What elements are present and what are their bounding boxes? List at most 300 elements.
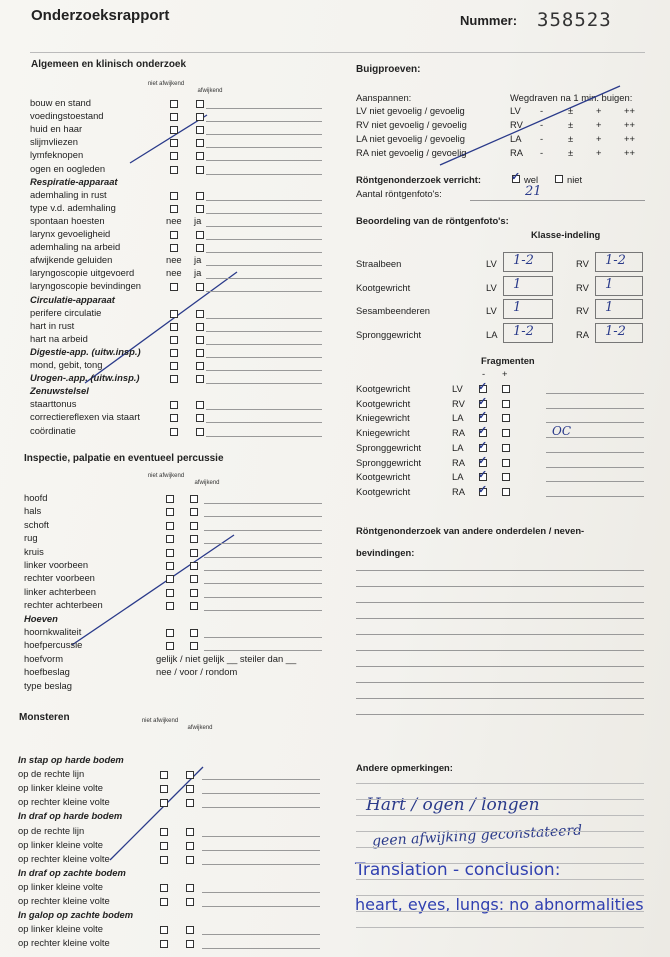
bevindingen-line [356, 618, 644, 619]
number-label: Nummer: [460, 13, 518, 28]
klasse-left-leg: LV [486, 258, 497, 269]
bevindingen-line [356, 698, 644, 699]
inspectie-afwijkend-checkbox[interactable] [190, 575, 198, 583]
inspectie-niet-afwijkend-checkbox[interactable] [166, 522, 174, 530]
klasse-row-label: Straalbeen [356, 258, 402, 269]
algemeen-note-line [206, 213, 322, 214]
algemeen-row-label: afwijkende geluiden [30, 254, 113, 266]
klasse-right-value: 1-2 [605, 253, 626, 268]
monsteren-niet-afwijkend-checkbox[interactable] [160, 856, 168, 864]
algemeen-niet-afwijkend-checkbox[interactable] [170, 323, 178, 331]
algemeen-note-line [206, 422, 322, 423]
frag-note: OC [552, 424, 572, 439]
klasse-left-leg: LA [486, 328, 498, 340]
translation-text: heart, eyes, lungs: no abnormalities [355, 895, 644, 914]
algemeen-niet-afwijkend-checkbox[interactable] [170, 414, 178, 422]
inspectie-afwijkend-checkbox[interactable] [190, 508, 198, 516]
bevindingen-line [356, 634, 644, 635]
klasse-left-box[interactable] [503, 276, 553, 296]
algemeen-afwijkend-checkbox[interactable] [196, 310, 204, 318]
algemeen-row-label: staarttonus [30, 398, 77, 410]
monsteren-row-label: op rechter kleine volte [18, 852, 110, 864]
bevindingen-line [356, 682, 644, 683]
algemeen-row-label: mond, gebit, tong [30, 359, 103, 370]
monsteren-afwijkend-checkbox[interactable] [186, 926, 194, 934]
buig-scale-option[interactable]: ++ [624, 119, 635, 130]
col-label-niet-afwijkend-2: niet afwijkend [147, 473, 185, 479]
monsteren-niet-afwijkend-checkbox[interactable] [160, 842, 168, 850]
klasse-left-value: 1-2 [513, 323, 534, 339]
algemeen-nee-option[interactable]: nee [166, 254, 182, 266]
algemeen-afwijkend-checkbox[interactable] [196, 428, 204, 436]
pen-stroke-5 [440, 86, 620, 165]
algemeen-afwijkend-checkbox[interactable] [196, 244, 204, 252]
monsteren-heading: Monsteren [19, 712, 70, 723]
klasse-right-value: 1-2 [605, 323, 626, 339]
buig-scale-option[interactable]: - [540, 119, 544, 130]
algemeen-nee-option[interactable]: nee [166, 214, 182, 226]
monsteren-afwijkend-checkbox[interactable] [186, 940, 194, 948]
inspectie-niet-afwijkend-checkbox[interactable] [166, 549, 174, 557]
klasse-right-leg: RV [576, 258, 589, 269]
algemeen-row-label: Urogen-.app. (uitw.insp.) [30, 372, 140, 384]
algemeen-note-line [206, 331, 322, 332]
monsteren-afwijkend-checkbox[interactable] [186, 828, 194, 836]
inspectie-niet-afwijkend-checkbox[interactable] [166, 562, 174, 570]
checkmark-icon: ✓ [478, 381, 488, 393]
frag-note-line [546, 452, 644, 453]
algemeen-note-line [206, 174, 322, 175]
frag-plus-checkbox[interactable] [502, 444, 510, 452]
frag-plus-checkbox[interactable] [502, 385, 510, 393]
algemeen-niet-afwijkend-checkbox[interactable] [170, 362, 178, 370]
checkmark-icon: ✓ [478, 425, 488, 438]
algemeen-row-label: Circulatie-apparaat [30, 293, 115, 305]
monsteren-row-label: op linker kleine volte [18, 923, 103, 935]
frag-note-line [546, 496, 644, 497]
algemeen-row-label: laryngoscopie uitgevoerd [30, 267, 135, 279]
monsteren-afwijkend-checkbox[interactable] [186, 884, 194, 892]
monsteren-row-label: op de rechte lijn [18, 768, 85, 780]
inspectie-niet-afwijkend-checkbox[interactable] [166, 642, 174, 650]
buig-row-label: RA niet gevoelig / gevoelig [356, 147, 467, 158]
algemeen-niet-afwijkend-checkbox[interactable] [170, 231, 178, 239]
rontgen-verricht-label: Röntgenonderzoek verricht: [356, 174, 482, 185]
algemeen-note-line [206, 383, 322, 384]
algemeen-note-line [206, 147, 322, 148]
algemeen-afwijkend-checkbox[interactable] [196, 139, 204, 147]
monsteren-afwijkend-checkbox[interactable] [186, 842, 194, 850]
monsteren-note-line [202, 807, 320, 808]
buig-scale-option[interactable]: - [540, 105, 544, 116]
algemeen-niet-afwijkend-checkbox[interactable] [170, 349, 178, 357]
algemeen-afwijkend-checkbox[interactable] [196, 205, 204, 213]
frag-row-label: Spronggewricht [356, 456, 422, 468]
bevindingen-line [356, 650, 644, 651]
inspectie-row-label: linker voorbeen [24, 559, 89, 570]
bevindingen-line [356, 666, 644, 667]
algemeen-niet-afwijkend-checkbox[interactable] [170, 100, 178, 108]
algemeen-heading: Algemeen en klinisch onderzoek [31, 59, 187, 70]
opmerkingen-line [356, 815, 644, 816]
klasse-left-leg: LV [486, 281, 497, 293]
translation-title: Translation - conclusion: [355, 860, 561, 880]
monsteren-row-label: op linker kleine volte [18, 838, 103, 850]
algemeen-afwijkend-checkbox[interactable] [196, 336, 204, 344]
inspectie-niet-afwijkend-checkbox[interactable] [166, 575, 174, 583]
inspectie-note-line [204, 503, 322, 504]
inspectie-row-label: rechter voorbeen [24, 572, 95, 584]
klasse-row-label: Spronggewricht [356, 328, 422, 340]
algemeen-niet-afwijkend-checkbox[interactable] [170, 336, 178, 344]
frag-leg: LA [452, 441, 464, 453]
inspectie-afwijkend-checkbox[interactable] [190, 562, 198, 570]
monsteren-note-line [202, 906, 320, 907]
monsteren-note-line [202, 892, 320, 893]
algemeen-niet-afwijkend-checkbox[interactable] [170, 375, 178, 383]
klasse-right-box[interactable] [595, 276, 643, 296]
buig-scale-option[interactable]: ++ [624, 133, 635, 144]
buig-scale-option[interactable]: ± [568, 119, 574, 130]
algemeen-niet-afwijkend-checkbox[interactable] [170, 244, 178, 252]
algemeen-note-line [206, 357, 322, 358]
monsteren-niet-afwijkend-checkbox[interactable] [160, 771, 168, 779]
inspectie-option-text[interactable]: gelijk / niet gelijk __ steiler dan __ [156, 652, 297, 664]
monsteren-row-label: In stap op harde bodem [18, 754, 124, 765]
monsteren-niet-afwijkend-checkbox[interactable] [160, 785, 168, 793]
algemeen-note-line [206, 436, 322, 437]
frag-leg: RA [452, 485, 466, 497]
checkmark-icon: ✓ [478, 439, 488, 452]
buig-scale-option[interactable]: ± [568, 133, 574, 144]
algemeen-afwijkend-checkbox[interactable] [196, 362, 204, 370]
monsteren-niet-afwijkend-checkbox[interactable] [160, 898, 168, 906]
inspectie-afwijkend-checkbox[interactable] [190, 642, 198, 650]
frag-plus-checkbox[interactable] [502, 488, 510, 496]
monsteren-note-line [202, 836, 320, 837]
buig-leg: RA [510, 147, 524, 158]
inspectie-row-label: hals [24, 505, 42, 517]
algemeen-row-label: ademhaling na arbeid [30, 241, 121, 253]
frag-leg: RA [452, 456, 466, 468]
algemeen-niet-afwijkend-checkbox[interactable] [170, 428, 178, 436]
inspectie-afwijkend-checkbox[interactable] [190, 629, 198, 637]
checkmark-icon: ✓ [478, 410, 488, 423]
algemeen-ja-option[interactable]: ja [194, 267, 202, 279]
aanspannen-label: Aanspannen: [356, 92, 412, 103]
klasse-left-leg: LV [486, 305, 497, 316]
bevindingen-line [356, 602, 644, 603]
monsteren-note-line [202, 779, 320, 780]
inspectie-note-line [204, 543, 322, 544]
monsteren-row-label: op rechter kleine volte [18, 937, 110, 949]
frag-note-line [546, 481, 644, 482]
algemeen-note-line [206, 344, 322, 345]
fragmenten-label: Fragmenten [481, 355, 535, 366]
algemeen-note-line [206, 160, 322, 161]
algemeen-note-line [206, 278, 322, 279]
algemeen-row-label: Digestie-app. (uitw.insp.) [30, 345, 141, 357]
rontgen-aantal-label: Aantal röntgenfoto's: [356, 188, 442, 199]
inspectie-niet-afwijkend-checkbox[interactable] [166, 535, 174, 543]
buig-scale-option[interactable]: ++ [624, 105, 635, 116]
frag-row-label: Kootgewricht [356, 471, 411, 483]
inspectie-note-line [204, 570, 322, 571]
inspectie-row-label: hoefpercussie [24, 639, 83, 651]
algemeen-note-line [206, 226, 322, 227]
buig-leg: RV [510, 119, 523, 130]
algemeen-afwijkend-checkbox[interactable] [196, 375, 204, 383]
buig-row-label: RV niet gevoelig / gevoelig [356, 119, 467, 130]
monsteren-row-label: op rechter kleine volte [18, 796, 110, 808]
algemeen-note-line [206, 409, 322, 410]
algemeen-ja-option[interactable]: ja [194, 214, 202, 226]
frag-plus: + [502, 368, 508, 379]
col-label-niet-afwijkend-3: niet afwijkend [141, 718, 179, 724]
monsteren-niet-afwijkend-checkbox[interactable] [160, 926, 168, 934]
algemeen-note-line [206, 121, 322, 122]
monsteren-row-label: op linker kleine volte [18, 782, 103, 794]
algemeen-row-label: slijmvliezen [30, 136, 78, 148]
klasse-row-label: Kootgewricht [356, 281, 411, 293]
frag-row-label: Kootgewricht [356, 397, 411, 409]
algemeen-afwijkend-checkbox[interactable] [196, 283, 204, 291]
handwritten-line-1: Hart / ogen / longen [366, 795, 540, 815]
inspectie-row-label: schoft [24, 518, 50, 530]
frag-plus-checkbox[interactable] [502, 414, 510, 422]
algemeen-row-label: bouw en stand [30, 97, 91, 108]
frag-leg: LA [452, 471, 464, 483]
algemeen-afwijkend-checkbox[interactable] [196, 126, 204, 134]
monsteren-afwijkend-checkbox[interactable] [186, 799, 194, 807]
algemeen-afwijkend-checkbox[interactable] [196, 323, 204, 331]
buig-scale-option[interactable]: ++ [624, 147, 635, 158]
inspectie-row-label: hoefbeslag [24, 666, 70, 678]
algemeen-note-line [206, 200, 322, 201]
buig-leg: LA [510, 133, 522, 144]
inspectie-heading: Inspectie, palpatie en eventueel percussie [24, 453, 224, 464]
algemeen-afwijkend-checkbox[interactable] [196, 192, 204, 200]
frag-note-line [546, 467, 644, 468]
report-number: 358523 [537, 9, 612, 31]
inspectie-row-label: type beslag [24, 679, 72, 691]
inspectie-note-line [204, 530, 322, 531]
algemeen-note-line [206, 291, 322, 292]
opmerkingen-line [356, 783, 644, 784]
frag-leg: LV [452, 383, 463, 394]
frag-row-label: Kniegewricht [356, 427, 410, 439]
algemeen-niet-afwijkend-checkbox[interactable] [170, 113, 178, 121]
frag-plus-checkbox[interactable] [502, 400, 510, 408]
algemeen-note-line [206, 265, 322, 266]
inspectie-row-label: hoofd [24, 492, 48, 503]
monsteren-row-label: op linker kleine volte [18, 880, 103, 892]
buig-scale-option[interactable]: + [596, 105, 602, 116]
col-label-afwijkend-3: afwijkend [187, 725, 213, 731]
algemeen-row-label: laryngoscopie bevindingen [30, 280, 142, 292]
monsteren-niet-afwijkend-checkbox[interactable] [160, 884, 168, 892]
inspectie-afwijkend-checkbox[interactable] [190, 522, 198, 530]
inspectie-afwijkend-checkbox[interactable] [190, 495, 198, 503]
inspectie-row-label: rechter achterbeen [24, 599, 103, 611]
inspectie-afwijkend-checkbox[interactable] [190, 549, 198, 557]
klasse-left-value: 1 [513, 276, 522, 292]
opmerkingen-line [356, 847, 644, 848]
monsteren-niet-afwijkend-checkbox[interactable] [160, 828, 168, 836]
monsteren-afwijkend-checkbox[interactable] [186, 771, 194, 779]
algemeen-afwijkend-checkbox[interactable] [196, 152, 204, 160]
monsteren-note-line [202, 934, 320, 935]
algemeen-niet-afwijkend-checkbox[interactable] [170, 152, 178, 160]
monsteren-afwijkend-checkbox[interactable] [186, 785, 194, 793]
handwritten-line-2: geen afwijking geconstateerd [371, 822, 583, 850]
algemeen-afwijkend-checkbox[interactable] [196, 401, 204, 409]
algemeen-afwijkend-checkbox[interactable] [196, 166, 204, 174]
buigproeven-heading: Buigproeven: [356, 64, 421, 75]
buig-leg: LV [510, 105, 521, 116]
buig-scale-option[interactable]: + [596, 119, 602, 130]
inspectie-niet-afwijkend-checkbox[interactable] [166, 508, 174, 516]
algemeen-row-label: Respiratie-apparaat [30, 175, 118, 187]
inspectie-note-line [204, 650, 322, 651]
algemeen-row-label: ogen en oogleden [30, 162, 106, 174]
klasse-right-value: 1 [605, 276, 614, 292]
algemeen-row-label: correctiereflexen via staart [30, 411, 140, 423]
algemeen-row-label: perifere circulatie [30, 306, 102, 318]
klasse-right-box[interactable] [595, 299, 643, 319]
monsteren-afwijkend-checkbox[interactable] [186, 856, 194, 864]
opmerkingen-line [356, 879, 644, 880]
inspectie-afwijkend-checkbox[interactable] [190, 589, 198, 597]
inspectie-row-label: hoefvorm [24, 652, 64, 664]
buig-scale-option[interactable]: ± [568, 105, 574, 116]
inspectie-niet-afwijkend-checkbox[interactable] [166, 629, 174, 637]
algemeen-row-label: hart na arbeid [30, 332, 88, 344]
checkmark-icon: ✓ [478, 395, 488, 408]
inspectie-note-line [204, 637, 322, 638]
algemeen-niet-afwijkend-checkbox[interactable] [170, 126, 178, 134]
algemeen-note-line [206, 239, 322, 240]
algemeen-nee-option[interactable]: nee [166, 267, 182, 279]
algemeen-niet-afwijkend-checkbox[interactable] [170, 310, 178, 318]
algemeen-afwijkend-checkbox[interactable] [196, 231, 204, 239]
monsteren-row-label: op rechter kleine volte [18, 895, 110, 906]
col-label-afwijkend-2: afwijkend [194, 480, 220, 486]
algemeen-niet-afwijkend-checkbox[interactable] [170, 192, 178, 200]
algemeen-row-label: ademhaling in rust [30, 188, 107, 200]
klasse-right-leg: RV [576, 281, 589, 293]
inspectie-note-line [204, 597, 322, 598]
klasse-left-value: 1-2 [513, 253, 534, 268]
algemeen-niet-afwijkend-checkbox[interactable] [170, 166, 178, 174]
wegdraven-label: Wegdraven na 1 min. buigen: [510, 92, 633, 103]
monsteren-row-label: In draf op zachte bodem [18, 866, 126, 878]
inspectie-afwijkend-checkbox[interactable] [190, 535, 198, 543]
opmerkingen-line [356, 863, 644, 864]
buig-scale-option[interactable]: - [540, 147, 544, 158]
algemeen-note-line [206, 134, 322, 135]
monsteren-afwijkend-checkbox[interactable] [186, 898, 194, 906]
col-label-niet-afwijkend-1: niet afwijkend [147, 81, 185, 87]
monsteren-note-line [202, 948, 320, 949]
algemeen-afwijkend-checkbox[interactable] [196, 414, 204, 422]
monsteren-note-line [202, 850, 320, 851]
algemeen-row-label: lymfeknopen [30, 149, 84, 161]
algemeen-ja-option[interactable]: ja [194, 254, 202, 266]
col-label-afwijkend-1: afwijkend [197, 88, 223, 94]
inspectie-row-label: hoornkwaliteit [24, 626, 82, 637]
checkmark-icon: ✓ [478, 469, 488, 482]
inspectie-row-label: rug [24, 532, 38, 544]
monsteren-niet-afwijkend-checkbox[interactable] [160, 940, 168, 948]
algemeen-note-line [206, 370, 322, 371]
opmerkingen-label: Andere opmerkingen: [356, 762, 453, 773]
frag-plus-checkbox[interactable] [502, 473, 510, 481]
algemeen-afwijkend-checkbox[interactable] [196, 349, 204, 357]
algemeen-niet-afwijkend-checkbox[interactable] [170, 205, 178, 213]
inspectie-niet-afwijkend-checkbox[interactable] [166, 602, 174, 610]
algemeen-row-label: type v.d. ademhaling [30, 201, 116, 213]
frag-note-line [546, 393, 644, 394]
monsteren-note-line [202, 793, 320, 794]
buig-row-label: LV niet gevoelig / gevoelig [356, 105, 465, 116]
frag-plus-checkbox[interactable] [502, 459, 510, 467]
algemeen-niet-afwijkend-checkbox[interactable] [170, 401, 178, 409]
inspectie-row-label: Hoeven [24, 612, 58, 624]
algemeen-row-label: voedingstoestand [30, 110, 104, 122]
checkmark-icon: ✓ [511, 171, 521, 183]
algemeen-afwijkend-checkbox[interactable] [196, 113, 204, 121]
algemeen-note-line [206, 108, 322, 109]
algemeen-niet-afwijkend-checkbox[interactable] [170, 283, 178, 291]
frag-leg: RA [452, 427, 466, 439]
klasse-label: Klasse-indeling [531, 229, 601, 240]
buig-scale-option[interactable]: - [540, 133, 544, 144]
buig-scale-option[interactable]: + [596, 147, 602, 158]
pen-stroke-3 [72, 535, 234, 645]
frag-leg: RV [452, 397, 465, 409]
frag-plus-checkbox[interactable] [502, 429, 510, 437]
frag-row-label: Spronggewricht [356, 441, 422, 453]
frag-row-label: Kootgewricht [356, 485, 411, 497]
algemeen-afwijkend-checkbox[interactable] [196, 100, 204, 108]
opmerkingen-line [356, 831, 644, 832]
opmerkingen-line [356, 911, 644, 912]
inspectie-note-line [204, 557, 322, 558]
monsteren-row-label: In draf op harde bodem [18, 810, 123, 822]
frag-leg: LA [452, 412, 464, 424]
inspectie-afwijkend-checkbox[interactable] [190, 602, 198, 610]
buig-scale-option[interactable]: ± [568, 147, 574, 158]
frag-note-line [546, 408, 644, 409]
buig-scale-option[interactable]: + [596, 133, 602, 144]
algemeen-row-label: huid en haar [30, 123, 83, 135]
checkmark-icon: ✓ [478, 483, 488, 496]
klasse-left-box[interactable] [503, 299, 553, 319]
algemeen-niet-afwijkend-checkbox[interactable] [170, 139, 178, 147]
monsteren-note-line [202, 864, 320, 865]
inspectie-row-label: linker achterbeen [24, 585, 96, 597]
monsteren-niet-afwijkend-checkbox[interactable] [160, 799, 168, 807]
klasse-left-value: 1 [513, 300, 522, 315]
inspectie-option-text[interactable]: nee / voor / rondom [156, 666, 238, 678]
algemeen-row-label: larynx gevoeligheid [30, 228, 111, 239]
inspectie-niet-afwijkend-checkbox[interactable] [166, 495, 174, 503]
opmerkingen-line [356, 895, 644, 896]
inspectie-niet-afwijkend-checkbox[interactable] [166, 589, 174, 597]
inspectie-row-label: kruis [24, 545, 44, 557]
monsteren-row-label: In galop op zachte bodem [18, 909, 134, 921]
